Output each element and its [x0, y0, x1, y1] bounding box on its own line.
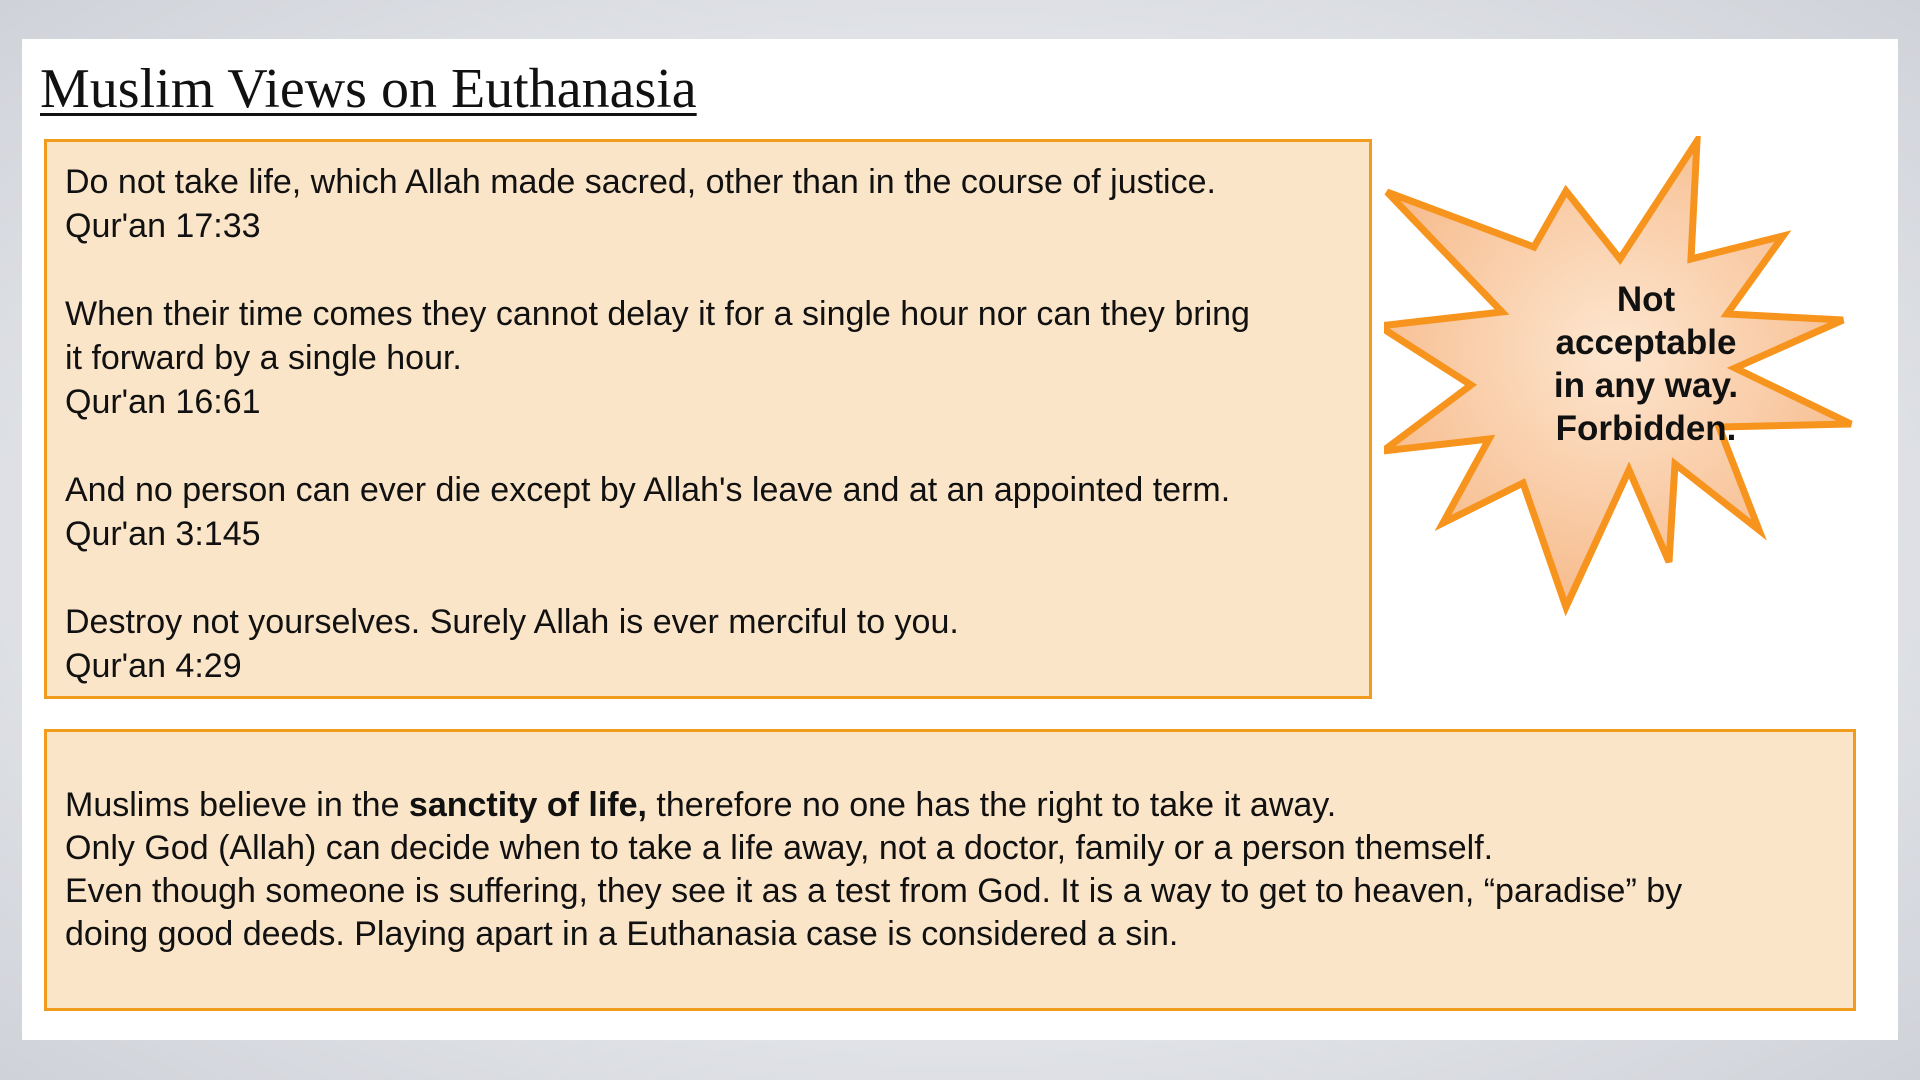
quote-item — [65, 292, 1351, 424]
quote-reference: Qur'an 17:33 — [65, 207, 261, 245]
quote-text: Destroy not yourselves. Surely Allah is ever merciful to you. — [65, 603, 959, 641]
quote-text: it forward by a single hour. — [65, 339, 462, 377]
summary-bold-text: sanctity of life, — [408, 786, 647, 824]
page-title: Muslim Views on Euthanasia — [40, 58, 697, 120]
quote-item — [65, 600, 1351, 688]
starburst-line: in any way. — [1553, 366, 1739, 405]
summary-text: Muslims believe in the — [65, 786, 409, 824]
quran-quotes-box — [44, 139, 1372, 699]
starburst-label — [1510, 278, 1782, 450]
starburst-line: Forbidden. — [1555, 409, 1737, 448]
quote-text: And no person can ever die except by Allah's leave and at an appointed term. — [65, 471, 1231, 509]
quote-text: When their time comes they cannot delay it for a single hour nor can they bring — [65, 295, 1250, 333]
quote-reference: Qur'an 16:61 — [65, 383, 261, 421]
quote-reference: Qur'an 4:29 — [65, 647, 242, 685]
quote-text: Do not take life, which Allah made sacred, other than in the course of justice. — [65, 163, 1216, 201]
quote-reference: Qur'an 3:145 — [65, 515, 261, 553]
summary-text: therefore no one has the right to take it away. — [646, 786, 1337, 824]
summary-line — [65, 784, 1835, 827]
summary-line: Only God (Allah) can decide when to take a life away, not a doctor, family or a person themself. — [65, 829, 1494, 867]
quote-item — [65, 160, 1351, 248]
summary-box — [44, 729, 1856, 1011]
starburst-line: acceptable — [1555, 323, 1737, 362]
summary-line: Even though someone is suffering, they see it as a test from God. It is a way to get to heaven, “paradise” by — [65, 872, 1683, 910]
summary-line: doing good deeds. Playing apart in a Euthanasia case is considered a sin. — [65, 915, 1179, 953]
quote-item — [65, 468, 1351, 556]
starburst-line: Not — [1616, 280, 1676, 319]
